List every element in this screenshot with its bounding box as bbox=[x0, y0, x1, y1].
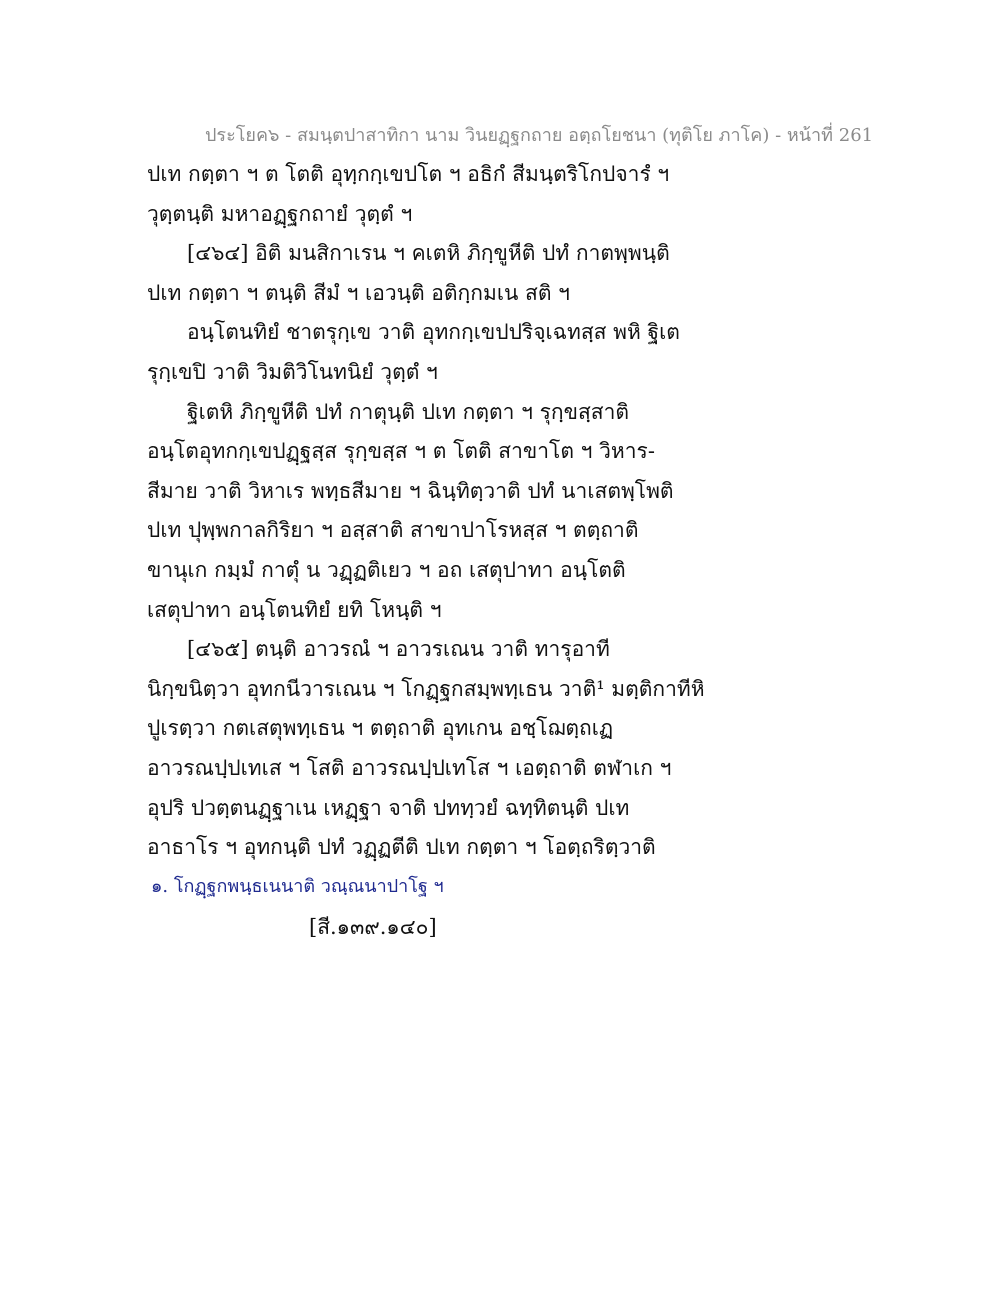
page-reference: [สี.๑๓๙.๑๔๐] bbox=[309, 915, 437, 939]
text-line: ขานุเก กมฺมํ กาตุํ น วฏฺฏติเยว ฯ อถ เสตุปาทา อนฺโตติ bbox=[147, 557, 626, 582]
text-line: ปเท กตฺตา ฯ ต โตติ อุทฺกกฺเขปโต ฯ อธิกํ สีมนฺตริโกปจารํ ฯ bbox=[147, 162, 670, 186]
text-line: วุตฺตนฺติ มหาอฏฺฐกถายํ วุตฺตํ ฯ bbox=[147, 201, 413, 226]
text-line: ปเท กตฺตา ฯ ตนฺติ สีมํ ฯ เอวนฺติ อติกฺกมเน สติ ฯ bbox=[147, 280, 570, 305]
text-line: อาธาโร ฯ อุทกนฺติ ปทํ วฏฺฏตีติ ปเท กตฺตา ฯ โอตฺถริตฺวาติ bbox=[147, 835, 656, 860]
text-line: ปเท ปุพฺพกาลกิริยา ฯ อสฺสาติ สาขาปาโรหสฺส ฯ ตตฺถาติ bbox=[147, 518, 639, 543]
text-line: เสตุปาทา อนฺโตนทิยํ ยทิ โหนฺติ ฯ bbox=[147, 597, 442, 622]
text-line: อาวรณปฺปเทเส ฯ โสติ อาวรณปฺปเทโส ฯ เอตฺถาติ ตฬาเก ฯ bbox=[147, 755, 672, 780]
page-header: ประโยค๖ - สมนฺตปาสาทิกา นาม วินยฏฺฐกถาย อตฺถโยชนา (ทุติโย ภาโค) - หน้าที่ 261 bbox=[205, 125, 874, 146]
text-line: สีมาย วาติ วิหาเร พทฺธสีมาย ฯ ฉินฺทิตฺวาติ ปทํ นาเสตพฺโพติ bbox=[147, 478, 674, 503]
text-line: ปูเรตฺวา กตเสตุพทฺเธน ฯ ตตฺถาติ อุทเกน อชฺโฌตฺถเฏ bbox=[147, 716, 614, 741]
footnote: ๑. โกฏฺฐกพนฺธเนนาติ วณฺณนาปาโฐ ฯ bbox=[151, 876, 444, 897]
text-line: นิกฺขนิตฺวา อุทกนีวารเณน ฯ โกฏฺฐกสมฺพทฺเธน วาติ¹ มตฺติกาทีหิ bbox=[147, 676, 705, 701]
text-line: อนฺโตอุทกกฺเขปฏฺฐสฺส รุกฺขสฺส ฯ ต โตติ สาขาโต ฯ วิหาร- bbox=[147, 439, 655, 464]
text-line: [๔๖๕] ตนฺติ อาวรณํ ฯ อาวรเณน วาติ ทารุอาที bbox=[187, 637, 610, 662]
body-text bbox=[147, 158, 867, 871]
text-line: อนฺโตนทิยํ ชาตรุกฺเข วาติ อุทกกฺเขปปริจฺเฉทสฺส พหิ ฐิเต bbox=[187, 320, 680, 345]
text-line: ฐิเตหิ ภิกฺขูหีติ ปทํ กาตุนฺติ ปเท กตฺตา ฯ รุกฺขสฺสาติ bbox=[187, 399, 630, 424]
text-line: [๔๖๔] อิติ มนสิกาเรน ฯ คเตหิ ภิกฺขูหีติ ปทํ กาตพฺพนฺติ bbox=[187, 241, 670, 266]
text-line: อุปริ ปวตฺตนฏฺฐาเน เหฏฺฐา จาติ ปททฺวยํ ฉทฺทิตนฺติ ปเท bbox=[147, 795, 630, 820]
text-line: รุกฺเขปิ วาติ วิมติวิโนทนิยํ วุตฺตํ ฯ bbox=[147, 359, 438, 384]
